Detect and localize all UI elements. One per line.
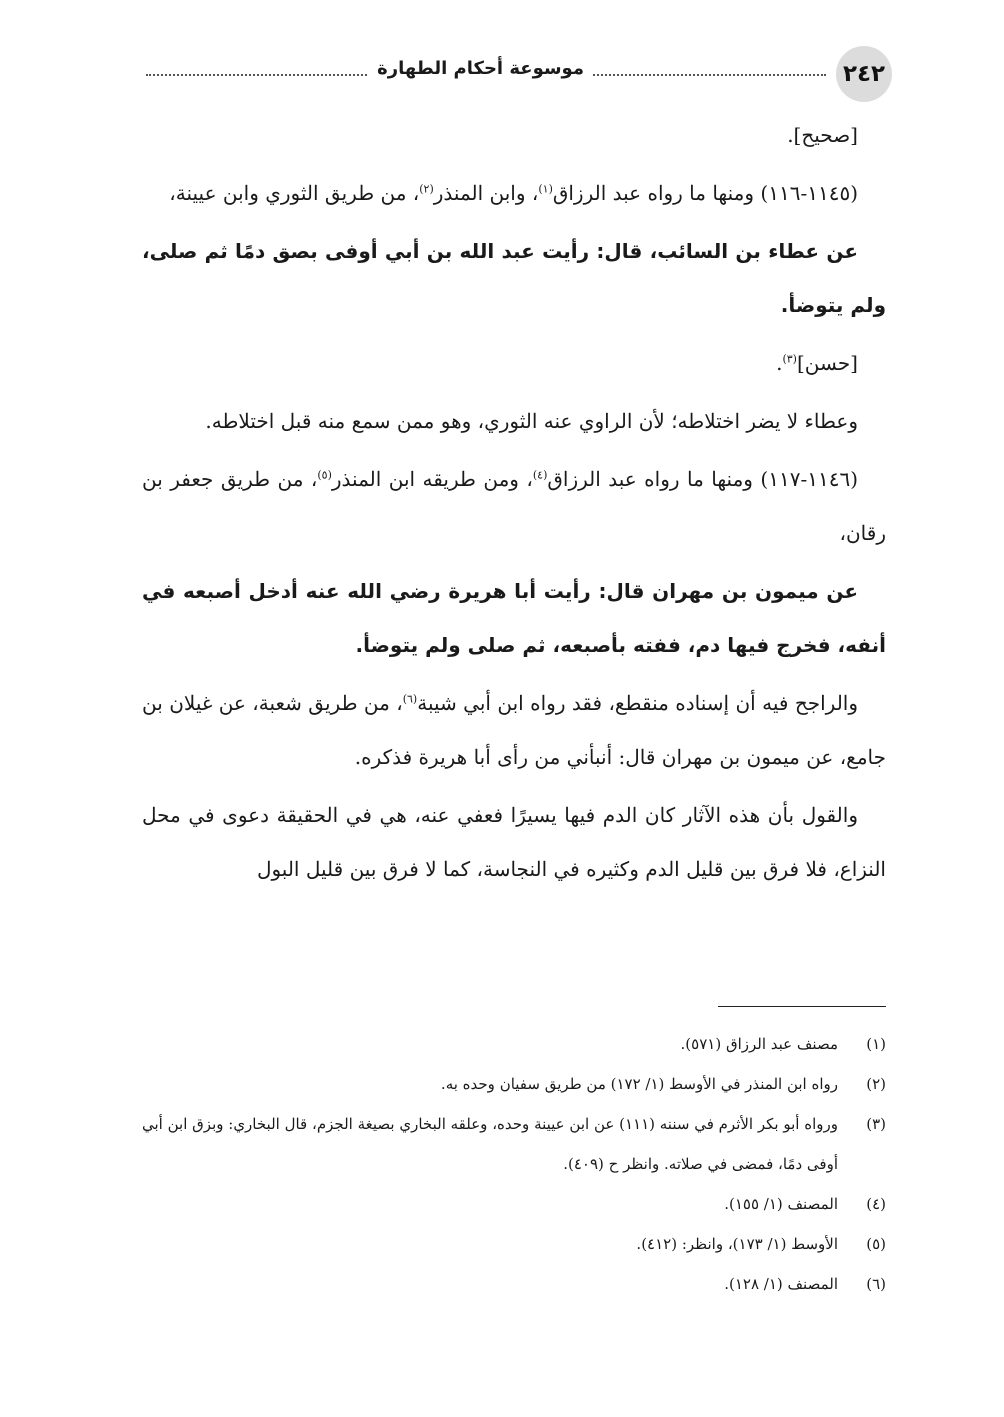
paragraph-athar-1146 <box>142 452 886 560</box>
footnote-ref-6[interactable]: (٦) <box>402 692 418 706</box>
footnote-item <box>142 1264 886 1304</box>
footnote-ref-1[interactable]: (١) <box>538 182 553 196</box>
footnote-item <box>142 1064 886 1104</box>
footnote-number: (١) <box>866 1035 886 1053</box>
footnote-item <box>142 1224 886 1264</box>
paragraph-grade-sahih <box>142 108 886 162</box>
text-segment: (١١٤٥-١١٦) ومنها ما رواه عبد الرزاق <box>552 181 858 205</box>
footnote-separator <box>718 1006 886 1007</box>
page-header <box>146 44 892 104</box>
text-segment: (١١٤٦-١١٧) ومنها ما رواه عبد الرزاق <box>547 467 859 491</box>
text-segment: ، ومن طريقه ابن المنذر <box>331 467 533 491</box>
footnote-ref-3[interactable]: (٣) <box>782 352 797 366</box>
grade-hasan: [حسن] <box>796 351 858 375</box>
text-segment: ، من طريق جعفر بن رقان، <box>142 467 886 545</box>
footnote-number: (٥) <box>866 1235 886 1253</box>
text-segment: . <box>776 351 783 375</box>
text-segment: والراجح فيه أن إسناده منقطع، فقد رواه ابن أبي شيبة <box>417 691 859 715</box>
footnote-item <box>142 1184 886 1224</box>
text-segment: ، من طريق شعبة، عن غيلان بن جامع، عن ميمون بن مهران قال: أنبأني من رأى أبا هريرة فذكره. <box>142 691 886 769</box>
page-number: ٢٤٢ <box>836 46 892 102</box>
footnote-text: ورواه أبو بكر الأثرم في سننه (١١١) عن ابن عيينة وحده، وعلقه البخاري بصيغة الجزم، قال البخاري: وبزق ابن أبي أوفى دمًا، فمضى في صلاته. وانظر ح (٤٠٩). <box>142 1115 838 1173</box>
paragraph-rajih <box>142 676 886 784</box>
footnotes <box>142 1024 886 1304</box>
footnote-text: المصنف (١/ ١٢٨). <box>724 1275 838 1293</box>
footnote-number: (٣) <box>866 1115 886 1133</box>
footnote-number: (٢) <box>866 1075 886 1093</box>
paragraph-qawl: والقول بأن هذه الآثار كان الدم فيها يسيرًا فعفي عنه، هي في الحقيقة دعوى في محل النزاع، فلا فرق بين قليل الدم وكثيره في النجاسة، كما لا فرق بين قليل البول <box>142 803 886 881</box>
paragraph-matn-ata: عن عطاء بن السائب، قال: رأيت عبد الله بن أبي أوفى بصق دمًا ثم صلى، ولم يتوضأ. <box>142 239 886 317</box>
paragraph-matn-maymun: عن ميمون بن مهران قال: رأيت أبا هريرة رضي الله عنه أدخل أصبعه في أنفه، فخرج فيها دم، ففته بأصبعه، ثم صلى ولم يتوضأ. <box>142 579 886 657</box>
footnote-text: مصنف عبد الرزاق (٥٧١). <box>680 1035 838 1053</box>
main-text <box>142 108 886 900</box>
footnote-text: رواه ابن المنذر في الأوسط (١/ ١٧٢) من طريق سفيان وحده به. <box>440 1075 838 1093</box>
footnote-item <box>142 1024 886 1064</box>
footnote-text: المصنف (١/ ١٥٥). <box>724 1195 838 1213</box>
grade-sahih: [صحيح]. <box>787 123 858 147</box>
footnote-item <box>142 1104 886 1184</box>
footnote-number: (٦) <box>866 1275 886 1293</box>
paragraph-grade-hasan <box>142 336 886 390</box>
footnote-ref-2[interactable]: (٢) <box>419 182 434 196</box>
footnote-ref-4[interactable]: (٤) <box>532 468 548 482</box>
paragraph-ata-note: وعطاء لا يضر اختلاطه؛ لأن الراوي عنه الثوري، وهو ممن سمع منه قبل اختلاطه. <box>205 409 858 433</box>
paragraph-athar-1145 <box>142 166 886 220</box>
text-segment: ، من طريق الثوري وابن عيينة، <box>169 181 420 205</box>
footnote-text: الأوسط (١/ ١٧٣)، وانظر: (٤١٢). <box>636 1235 838 1253</box>
book-title: موسوعة أحكام الطهارة <box>369 58 592 79</box>
footnote-number: (٤) <box>866 1195 886 1213</box>
text-segment: ، وابن المنذر <box>433 181 539 205</box>
footnote-ref-5[interactable]: (٥) <box>317 468 332 482</box>
